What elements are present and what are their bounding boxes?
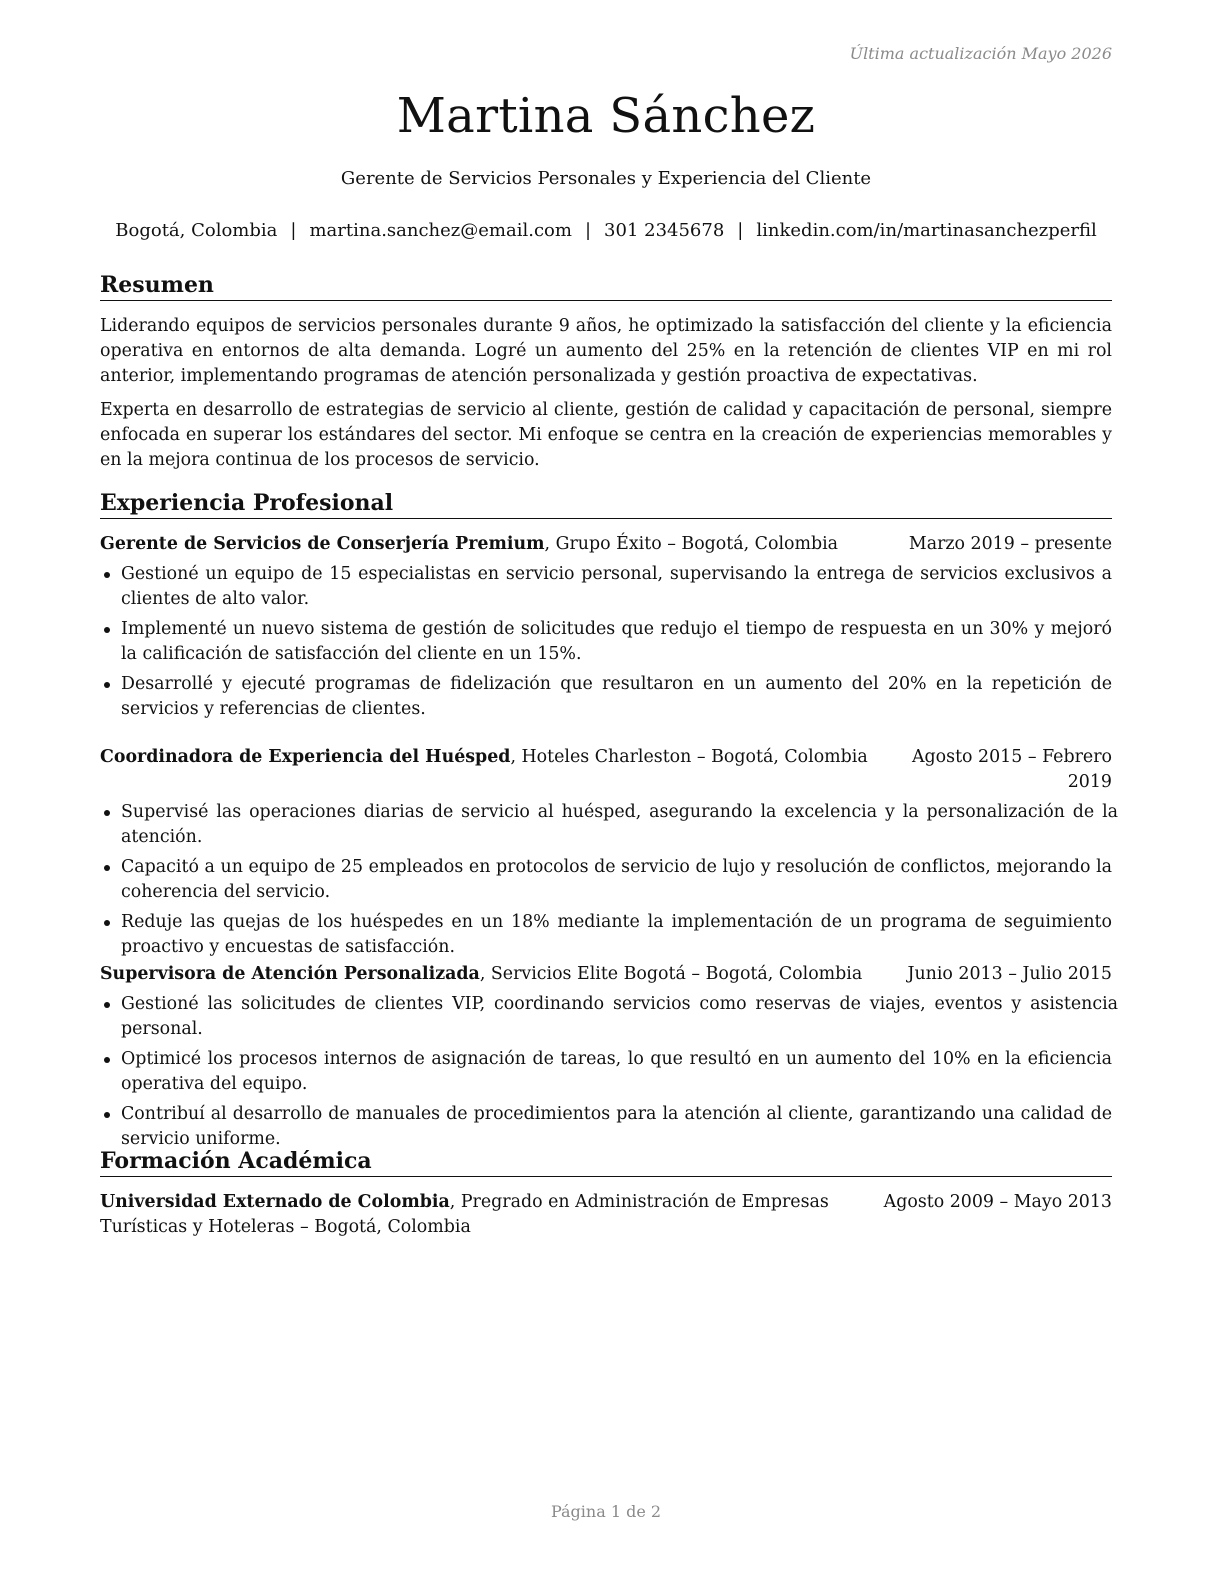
job-bullets: [100, 992, 1118, 1157]
job-bullet: Contribuí al desarrollo de manuales de procedimientos para la atención al cliente, garantizando una calidad de servicio uniforme.: [100, 1102, 1112, 1152]
summary-paragraph-2: Experta en desarrollo de estrategias de servicio al cliente, gestión de calidad y capacitación de personal, siempre enfocada en superar los estándares del sector. Mi enfoque se centra en la creación de experiencias memorables y en la mejora continua de los procesos de servicio.: [100, 400, 1112, 470]
summary-paragraph-1: Liderando equipos de servicios personales durante 9 años, he optimizado la satisfacción del cliente y la eficiencia operativa en entornos de alta demanda. Logré un aumento del 25% en la retención de clientes VIP en mi rol anterior, implementando programas de atención personalizada y gestión proactiva de expectativas.: [100, 316, 1112, 386]
page-number: Página 1 de 2: [550, 1502, 662, 1521]
job-header: [100, 745, 1112, 792]
contact-separator: |: [737, 220, 744, 241]
candidate-name: Martina Sánchez: [396, 88, 816, 144]
job-bullet: Optimicé los procesos internos de asignación de tareas, lo que resultó en un aumento del 10% en la eficiencia operativa del equipo.: [100, 1047, 1112, 1097]
education-entry: [100, 1190, 1112, 1240]
education-heading: Formación Académica: [100, 1147, 1112, 1177]
experience-heading: Experiencia Profesional: [100, 489, 1112, 519]
job-role: Coordinadora de Experiencia del Huésped: [100, 747, 511, 767]
job-bullet: Supervisé las operaciones diarias de servicio al huésped, asegurando la excelencia y la personalización de la atención.: [100, 800, 1118, 850]
job-company: , Grupo Éxito – Bogotá, Colombia: [544, 534, 839, 554]
last-updated: Última actualización Mayo 2026: [849, 44, 1112, 63]
job-dates: Marzo 2019 – presente: [908, 534, 1112, 554]
job-bullet: Desarrollé y ejecuté programas de fidelización que resultaron en un aumento del 20% en la repetición de servicios y referencias de clientes.: [100, 672, 1112, 722]
job-header: [100, 532, 1112, 557]
job-role: Supervisora de Atención Personalizada: [100, 964, 480, 984]
education-dates: Agosto 2009 – Mayo 2013: [883, 1192, 1112, 1212]
contact-email[interactable]: martina.sanchez@email.com: [309, 220, 572, 241]
job-bullet: Gestioné un equipo de 15 especialistas en servicio personal, supervisando la entrega de servicios exclusivos a clientes de alto valor.: [100, 562, 1112, 612]
professional-title: Gerente de Servicios Personales y Experiencia del Cliente: [340, 168, 872, 189]
job-role: Gerente de Servicios de Conserjería Premium: [100, 534, 545, 554]
resume-page: [100, 0, 1118, 1584]
job-dates: Agosto 2015 – Febrero 2019: [911, 747, 1112, 792]
contact-phone: 301 2345678: [604, 220, 725, 241]
contact-separator: |: [290, 220, 297, 241]
job-company: , Hoteles Charleston – Bogotá, Colombia: [510, 747, 868, 767]
job-company: , Servicios Elite Bogotá – Bogotá, Colombia: [479, 964, 863, 984]
contact-location: Bogotá, Colombia: [115, 220, 278, 241]
job-bullet: Implementé un nuevo sistema de gestión de solicitudes que redujo el tiempo de respuesta en un 30% y mejoró la calificación de satisfacción del cliente en un 15%.: [100, 617, 1112, 667]
summary-heading: Resumen: [100, 271, 1112, 301]
job-bullet: Gestioné las solicitudes de clientes VIP, coordinando servicios como reservas de viajes, eventos y asistencia personal.: [100, 992, 1118, 1042]
contact-linkedin[interactable]: linkedin.com/in/martinasanchezperfil: [756, 220, 1097, 241]
education-school: Universidad Externado de Colombia: [100, 1192, 450, 1212]
job-bullets: [100, 800, 1118, 965]
job-bullets: [100, 562, 1112, 727]
contact-line: [80, 220, 1132, 241]
job-bullet: Capacitó a un equipo de 25 empleados en protocolos de servicio de lujo y resolución de conflictos, mejorando la coherencia del servicio.: [100, 855, 1112, 905]
job-dates: Junio 2013 – Julio 2015: [907, 964, 1112, 984]
education-degree: , Pregrado en Administración de Empresas Turísticas y Hoteleras – Bogotá, Colombia: [100, 1192, 829, 1237]
contact-separator: |: [584, 220, 592, 241]
job-bullet: Reduje las quejas de los huéspedes en un 18% mediante la implementación de un programa de seguimiento proactivo y encuestas de satisfacción.: [100, 910, 1112, 960]
job-header: [100, 962, 1112, 987]
